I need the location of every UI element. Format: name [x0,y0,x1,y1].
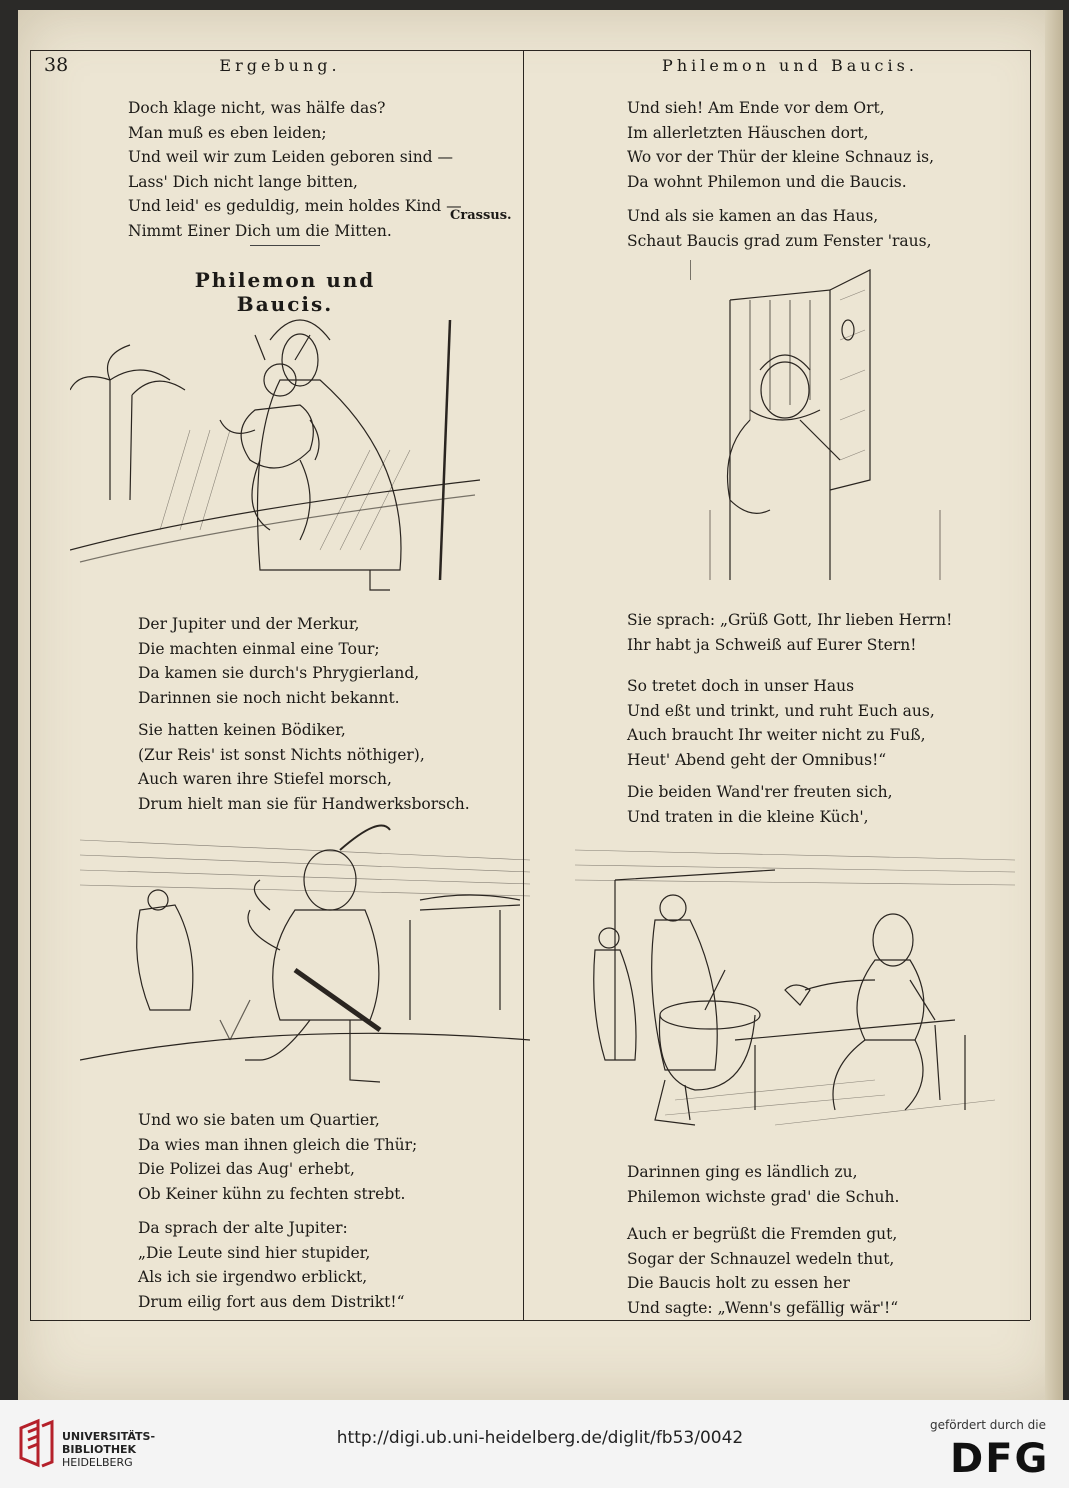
illustration-kitchen [575,840,1015,1150]
stanza-10 [627,1160,899,1209]
page-edge [1045,10,1063,1400]
library-name-line3: HEIDELBERG [62,1456,133,1469]
verse-line: Darinnen ging es ländlich zu, [627,1163,858,1181]
verse-line: Philemon wichste grad' die Schuh. [627,1187,900,1206]
verse-line: Auch braucht Ihr weiter nicht zu Fuß, [627,726,926,744]
library-logo-icon [18,1418,56,1468]
verse-line: Drum hielt man sie für Handwerksborsch. [138,794,470,813]
library-name-line1: UNIVERSITÄTS- [62,1430,156,1443]
verse-line: Drum eilig fort aus dem Distrikt!“ [138,1292,405,1311]
verse-line: So tretet doch in unser Haus [627,677,855,695]
verse-line: Ihr habt ja Schweiß auf Eurer Stern! [627,635,917,654]
stanza-4 [138,1216,405,1314]
verse-line: Die Baucis holt zu essen her [627,1274,850,1292]
stanza-8 [627,674,935,772]
section-rule [250,245,320,246]
verse-line: Die Polizei das Aug' erhebt, [138,1160,355,1178]
poem-title: Philemon und Baucis. [194,268,376,316]
verse-line: Wo vor der Thür der kleine Schnauz is, [627,148,935,166]
verse-line: Und als sie kamen an das Haus, [627,207,879,225]
verse-line: Die beiden Wand'rer freuten sich, [627,783,893,801]
verse-line: Da kamen sie durch's Phrygierland, [138,664,420,682]
verse-line: Da wohnt Philemon und die Baucis. [627,172,907,191]
stanza-3 [138,1108,417,1206]
verse-line: Doch klage nicht, was hälfe das? [128,99,386,117]
verse-line: Nimmt Einer Dich um die Mitten. [128,221,392,240]
source-url-link[interactable]: http://digi.ub.uni-heidelberg.de/diglit/fb53/0042 [336,1428,744,1448]
author-signature: Crassus. [450,208,512,223]
running-head-left: Ergebung. [219,56,341,75]
column-divider [523,50,524,1320]
stanza-7 [627,608,952,657]
verse-line: Und sieh! Am Ende vor dem Ort, [627,99,885,117]
verse-line: Und wo sie baten um Quartier, [138,1111,380,1129]
stanza-2 [138,718,470,816]
stanza-9 [627,780,893,829]
illustration-baucis-window [690,260,960,590]
illustration-policeman [80,820,530,1110]
verse-line: Heut' Abend geht der Omnibus!“ [627,750,887,769]
dfg-logo: DFG [950,1436,1050,1482]
frame-rule-left [30,50,31,1320]
verse-line: Und leid' es geduldig, mein holdes Kind — [128,197,462,215]
verse-line: Und traten in die kleine Küch', [627,807,869,826]
funded-by-label: gefördert durch die [930,1418,1046,1432]
verse-line: Die machten einmal eine Tour; [138,639,380,658]
illustration-jupiter-mercury [70,300,480,610]
library-name [62,1430,155,1469]
verse-line: Schaut Baucis grad zum Fenster 'raus, [627,231,932,250]
page-number: 38 [44,54,69,76]
verse-line: Lass' Dich nicht lange bitten, [128,172,358,191]
verse-line: Da wies man ihnen gleich die Thür; [138,1135,418,1154]
verse-line: Und weil wir zum Leiden geboren sind — [128,148,454,166]
verse-line: Sie sprach: „Grüß Gott, Ihr lieben Herrn! [627,611,953,629]
verse-line: Und eßt und trinkt, und ruht Euch aus, [627,701,935,720]
verse-line: Auch waren ihre Stiefel morsch, [138,770,392,788]
frame-rule-right [1030,50,1031,1320]
verse-line: Der Jupiter und der Merkur, [138,615,360,633]
verse-line: Im allerletzten Häuschen dort, [627,123,869,142]
verse-line: (Zur Reis' ist sonst Nichts nöthiger), [138,745,425,764]
verse-line: Auch er begrüßt die Fremden gut, [627,1225,898,1243]
stanza-5 [627,96,934,194]
library-name-line2: BIBLIOTHEK [62,1443,137,1456]
frame-rule-top [30,50,1030,51]
stanza-6 [627,204,932,253]
verse-line: „Die Leute sind hier stupider, [138,1243,371,1262]
verse-line: Da sprach der alte Jupiter: [138,1219,348,1237]
verse-line: Und sagte: „Wenn's gefällig wär'!“ [627,1298,899,1317]
ergebung-verse [128,96,462,243]
verse-line: Ob Keiner kühn zu fechten strebt. [138,1184,406,1203]
verse-line: Als ich sie irgendwo erblickt, [138,1268,368,1286]
verse-line: Sie hatten keinen Bödiker, [138,721,346,739]
stanza-1 [138,612,419,710]
frame-rule-bottom [30,1320,1030,1321]
stanza-11 [627,1222,898,1320]
verse-line: Sogar der Schnauzel wedeln thut, [627,1249,895,1268]
running-head-right: Philemon und Baucis. [662,56,918,75]
verse-line: Man muß es eben leiden; [128,123,327,142]
verse-line: Darinnen sie noch nicht bekannt. [138,688,400,707]
